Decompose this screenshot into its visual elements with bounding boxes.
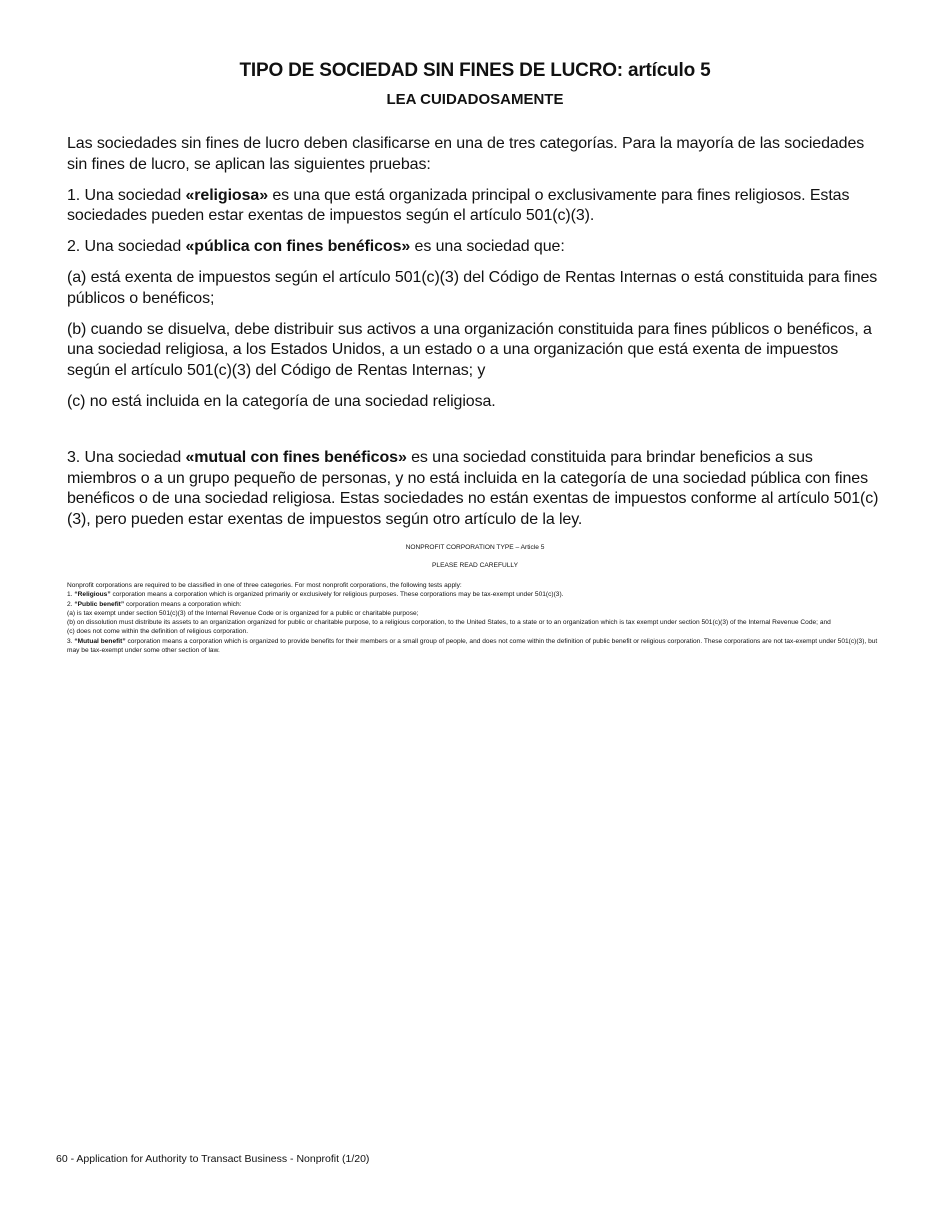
es-item-public-benefit: 2. Una sociedad «pública con fines benéficos» es una sociedad que: (67, 238, 565, 255)
es-term-religious: «religiosa» (185, 186, 268, 204)
es-item-2b: (b) cuando se disuelva, debe distribuir sus activos a una organización constituida para fines públicos o benéficos, a una sociedad religiosa, a los Estados Unidos, a un estado o a una organización que está exenta de impuestos según el artículo 501(c)(3) del Código de Rentas Internas; y (67, 320, 872, 379)
es-item-2a: (a) está exenta de impuestos según el artículo 501(c)(3) del Código de Rentas Internas o está constituida para fines públicos o benéficos; (67, 269, 878, 307)
es-item-mutual-benefit: 3. Una sociedad «mutual con fines benéficos» es una sociedad constituida para brindar beneficios a sus miembros o a un grupo pequeño de personas, y no está incluida en la categoría de una sociedad pública con fines benéficos o de una sociedad religiosa. Estas sociedades no están exentas de impuestos conforme al artículo 501(c)(3), pero pueden estar exentas de impuestos según otro artículo de la ley. (67, 449, 879, 528)
en-term-public-benefit: “Public benefit” (74, 600, 125, 608)
en-term-religious: “Religious” (74, 591, 111, 599)
en-item-public-benefit: 2. “Public benefit” corporation means a corporation which: (67, 600, 242, 608)
english-subtitle: PLEASE READ CAREFULLY (432, 562, 518, 569)
es-item-religious: 1. Una sociedad «religiosa» es una que está organizada principal o exclusivamente para fines religiosos. Estas sociedades pueden estar exentas de impuestos según el artículo 501(c)(3). (67, 186, 850, 224)
page-footer: 60 - Application for Authority to Transact Business - Nonprofit (1/20) (56, 1153, 370, 1165)
en-intro: Nonprofit corporations are required to be classified in one of three categories. For most nonprofit corporations, the following tests apply: (67, 582, 462, 589)
es-term-public-benefit: «pública con fines benéficos» (185, 238, 411, 255)
en-item-mutual-benefit: 3. “Mutual benefit” corporation means a corporation which is organized to provide benefits for their members or a small group of people, and does not come within the definition of public benefit or religious corporation. These corporations are not tax-exempt under 501(c)(3), but may be tax-exempt under some other section of law. (67, 637, 878, 655)
en-item-2c: (c) does not come within the definition of religious corporation. (67, 628, 249, 636)
es-intro: Las sociedades sin fines de lucro deben clasificarse en una de tres categorías. Para la mayoría de las sociedades sin fines de lucro, se aplican las siguientes pruebas: (67, 135, 865, 173)
en-item-religious: 1. “Religious” corporation means a corporation which is organized primarily or exclusively for religious purposes. These corporations may be tax-exempt under 501(c)(3). (67, 591, 564, 599)
es-item-2c: (c) no está incluida en la categoría de una sociedad religiosa. (67, 392, 496, 410)
en-term-mutual-benefit: “Mutual benefit” (74, 637, 126, 645)
english-title: NONPROFIT CORPORATION TYPE – Article 5 (405, 544, 545, 551)
page-title: TIPO DE SOCIEDAD SIN FINES DE LUCRO: artículo 5 (239, 60, 711, 81)
en-item-2b: (b) on dissolution must distribute its assets to an organization organized for public or charitable purpose, to a religious corporation, to the United States, to a state or to an organization which is tax exempt under section 501(c)(3) of the Internal Revenue Code; and (67, 619, 831, 627)
es-term-mutual-benefit: «mutual con fines benéficos» (185, 449, 407, 466)
page-subtitle: LEA CUIDADOSAMENTE (386, 91, 564, 108)
english-section (67, 581, 882, 655)
spanish-section (67, 134, 882, 541)
en-item-2a: (a) is tax exempt under section 501(c)(3) of the Internal Revenue Code or is organized for a public or charitable purpose; (67, 609, 419, 617)
